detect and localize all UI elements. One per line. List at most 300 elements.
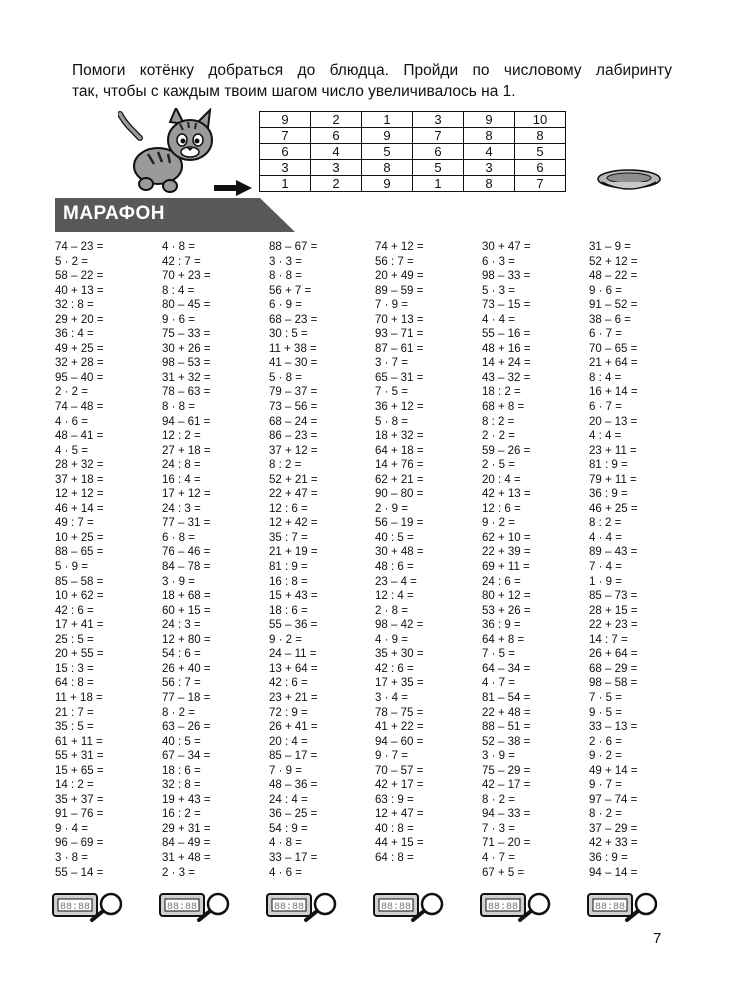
exercise-item: 21 : 7 = <box>55 706 94 719</box>
exercise-item: 54 : 6 = <box>162 648 201 661</box>
maze-cell: 9 <box>362 128 413 144</box>
section-title: МАРАФОН <box>63 203 166 224</box>
exercise-item: 37 + 18 = <box>55 473 104 486</box>
exercise-item: 75 – 29 = <box>482 764 531 777</box>
exercise-item: 21 + 64 = <box>589 357 638 370</box>
exercise-item: 91 – 52 = <box>589 299 638 312</box>
maze-cell: 7 <box>515 176 566 192</box>
exercise-column-1 <box>55 240 163 880</box>
exercise-item: 12 : 6 = <box>482 502 521 515</box>
exercise-item: 56 – 19 = <box>375 517 424 530</box>
exercise-item: 88 – 67 = <box>269 241 318 253</box>
exercise-item: 31 + 48 = <box>162 851 211 864</box>
exercise-item: 32 : 8 = <box>162 779 201 792</box>
exercise-item: 9 · 2 = <box>482 517 515 530</box>
exercise-item: 29 + 20 = <box>55 313 104 326</box>
maze-cell: 4 <box>464 144 515 160</box>
exercise-item: 77 – 18 = <box>162 691 211 704</box>
maze-row <box>260 112 566 128</box>
exercise-item: 73 – 15 = <box>482 299 531 312</box>
exercise-item: 3 · 4 = <box>375 691 408 704</box>
timer-display: 88:88 <box>380 902 412 913</box>
exercise-item: 10 + 25 = <box>55 531 104 544</box>
exercise-item: 35 : 5 = <box>55 721 94 734</box>
exercise-item: 24 : 6 = <box>482 575 521 588</box>
exercise-item: 11 + 38 = <box>269 342 317 355</box>
exercise-item: 8 · 2 = <box>162 706 195 719</box>
exercise-item: 52 + 21 = <box>269 473 318 486</box>
exercise-item: 55 + 31 = <box>55 750 104 763</box>
exercise-item: 54 : 9 = <box>269 822 308 835</box>
exercise-column-5 <box>482 240 590 880</box>
timer-magnifier-icon <box>159 890 231 922</box>
maze-cell: 8 <box>464 128 515 144</box>
exercise-item: 12 : 6 = <box>269 502 308 515</box>
exercise-item: 16 + 14 = <box>589 386 638 399</box>
exercise-item: 40 : 8 = <box>375 822 414 835</box>
exercise-item: 2 · 3 = <box>162 866 195 879</box>
maze-cell: 7 <box>413 128 464 144</box>
exercise-item: 98 – 53 = <box>162 357 211 370</box>
exercise-item: 53 + 26 = <box>482 604 531 617</box>
exercise-item: 23 + 11 = <box>589 444 637 457</box>
maze-cell: 8 <box>362 160 413 176</box>
timer-display: 88:88 <box>166 902 198 913</box>
exercise-item: 29 + 31 = <box>162 822 211 835</box>
exercise-item: 14 : 7 = <box>589 633 628 646</box>
saucer-illustration <box>596 168 662 194</box>
exercise-item: 17 + 41 = <box>55 619 104 632</box>
exercise-item: 5 · 8 = <box>269 371 302 384</box>
exercise-item: 87 – 61 = <box>375 342 424 355</box>
exercise-item: 30 + 48 = <box>375 546 424 559</box>
exercise-item: 70 + 23 = <box>162 270 211 283</box>
maze-cell: 1 <box>413 176 464 192</box>
exercise-item: 21 + 19 = <box>269 546 318 559</box>
exercise-item: 9 · 7 = <box>589 779 622 792</box>
exercise-item: 94 – 61 = <box>162 415 211 428</box>
exercise-item: 7 · 3 = <box>482 822 515 835</box>
exercise-item: 2 · 2 = <box>482 430 515 443</box>
exercise-item: 96 – 69 = <box>55 837 104 850</box>
exercise-item: 28 + 32 = <box>55 459 104 472</box>
exercise-item: 12 + 42 = <box>269 517 318 530</box>
exercise-item: 22 + 48 = <box>482 706 531 719</box>
exercise-item: 2 · 2 = <box>55 386 88 399</box>
exercise-item: 42 : 6 = <box>55 604 94 617</box>
exercise-item: 3 · 9 = <box>482 750 515 763</box>
exercise-item: 88 – 51 = <box>482 721 531 734</box>
exercise-item: 94 – 33 = <box>482 808 531 821</box>
timer-magnifier-icon <box>480 890 552 922</box>
exercise-item: 26 + 40 = <box>162 662 211 675</box>
exercise-column-6 <box>589 240 697 880</box>
timer-display: 88:88 <box>594 902 626 913</box>
exercise-item: 64 – 34 = <box>482 662 531 675</box>
exercise-item: 5 · 8 = <box>375 415 408 428</box>
exercise-item: 11 + 18 = <box>55 691 103 704</box>
exercise-item: 89 – 59 = <box>375 284 424 297</box>
exercise-item: 64 : 8 = <box>55 677 94 690</box>
maze-cell: 3 <box>311 160 362 176</box>
exercise-item: 8 : 4 = <box>589 371 622 384</box>
exercise-item: 22 + 23 = <box>589 619 638 632</box>
exercise-item: 94 – 60 = <box>375 735 424 748</box>
instruction-line-1: Помоги котёнку добраться до блюдца. Пройди по числовому лабиринту <box>72 62 672 79</box>
exercise-item: 27 + 18 = <box>162 444 211 457</box>
exercise-item: 42 – 17 = <box>482 779 531 792</box>
exercise-item: 46 + 14 = <box>55 502 104 515</box>
exercise-item: 62 + 10 = <box>482 531 531 544</box>
exercise-item: 20 + 55 = <box>55 648 104 661</box>
maze-cell: 7 <box>260 128 311 144</box>
exercise-item: 9 · 6 = <box>162 313 195 326</box>
exercise-item: 49 : 7 = <box>55 517 94 530</box>
exercise-item: 74 – 23 = <box>55 241 104 253</box>
exercise-item: 52 + 12 = <box>589 255 638 268</box>
exercise-item: 5 · 3 = <box>482 284 515 297</box>
exercise-item: 9 · 6 = <box>589 284 622 297</box>
exercise-item: 9 · 2 = <box>589 750 622 763</box>
exercise-item: 10 + 62 = <box>55 590 104 603</box>
exercise-item: 56 : 7 = <box>162 677 201 690</box>
exercise-item: 56 : 7 = <box>375 255 414 268</box>
exercise-item: 25 : 5 = <box>55 633 94 646</box>
exercise-item: 24 : 3 = <box>162 619 201 632</box>
maze-cell: 6 <box>311 128 362 144</box>
exercise-item: 86 – 23 = <box>269 430 318 443</box>
exercise-item: 46 + 25 = <box>589 502 638 515</box>
exercise-item: 8 : 2 = <box>482 415 515 428</box>
exercise-item: 23 + 21 = <box>269 691 318 704</box>
exercise-item: 94 – 14 = <box>589 866 638 879</box>
exercise-item: 89 – 43 = <box>589 546 638 559</box>
exercise-item: 80 – 45 = <box>162 299 211 312</box>
maze-row <box>260 160 566 176</box>
exercise-item: 32 + 28 = <box>55 357 104 370</box>
exercise-item: 8 · 2 = <box>482 793 515 806</box>
maze-cell: 9 <box>464 112 515 128</box>
exercise-item: 43 – 32 = <box>482 371 531 384</box>
exercise-item: 74 – 48 = <box>55 401 104 414</box>
exercise-item: 9 · 2 = <box>269 633 302 646</box>
exercise-item: 7 · 5 = <box>482 648 515 661</box>
exercise-item: 48 – 41 = <box>55 430 104 443</box>
exercise-item: 64 + 8 = <box>482 633 525 646</box>
exercise-item: 64 : 8 = <box>375 851 414 864</box>
maze-row <box>260 144 566 160</box>
exercise-column-2 <box>162 240 270 880</box>
exercise-item: 30 : 5 = <box>269 328 308 341</box>
exercise-item: 35 + 30 = <box>375 648 424 661</box>
timer-magnifier-icon <box>266 890 338 922</box>
exercise-item: 3 · 3 = <box>269 255 302 268</box>
exercise-item: 26 + 41 = <box>269 721 318 734</box>
exercise-item: 6 · 9 = <box>269 299 302 312</box>
timer-magnifier-icon <box>587 890 659 922</box>
exercise-item: 63 – 26 = <box>162 721 211 734</box>
exercise-item: 44 + 15 = <box>375 837 424 850</box>
exercise-item: 16 : 2 = <box>162 808 201 821</box>
maze-cell: 6 <box>260 144 311 160</box>
exercise-item: 4 · 7 = <box>482 677 515 690</box>
exercise-item: 2 · 5 = <box>482 459 515 472</box>
exercise-item: 67 – 34 = <box>162 750 211 763</box>
exercise-item: 37 + 12 = <box>269 444 318 457</box>
exercise-item: 81 : 9 = <box>589 459 628 472</box>
exercise-item: 15 + 43 = <box>269 590 318 603</box>
arrow-right-icon <box>214 180 252 196</box>
timer-display: 88:88 <box>487 902 519 913</box>
exercise-item: 78 – 63 = <box>162 386 211 399</box>
exercise-item: 6 · 8 = <box>162 531 195 544</box>
exercise-item: 97 – 74 = <box>589 793 638 806</box>
kitten-illustration <box>118 108 218 196</box>
exercise-item: 68 – 29 = <box>589 662 638 675</box>
exercise-item: 64 + 18 = <box>375 444 424 457</box>
exercise-item: 23 – 4 = <box>375 575 417 588</box>
exercise-item: 37 – 29 = <box>589 822 638 835</box>
exercise-item: 36 : 9 = <box>589 851 628 864</box>
maze-cell: 5 <box>515 144 566 160</box>
timer-magnifier-icon <box>373 890 445 922</box>
exercise-item: 16 : 4 = <box>162 473 201 486</box>
exercise-item: 81 : 9 = <box>269 561 308 574</box>
maze-cell: 8 <box>464 176 515 192</box>
exercise-item: 36 : 4 = <box>55 328 94 341</box>
exercise-item: 48 + 16 = <box>482 342 531 355</box>
maze-cell: 3 <box>413 112 464 128</box>
exercise-item: 36 – 25 = <box>269 808 318 821</box>
exercise-item: 80 + 12 = <box>482 590 531 603</box>
exercise-item: 4 · 4 = <box>482 313 515 326</box>
exercise-item: 5 · 2 = <box>55 255 88 268</box>
exercise-item: 18 + 68 = <box>162 590 211 603</box>
exercise-item: 59 – 26 = <box>482 444 531 457</box>
exercise-item: 8 : 4 = <box>162 284 195 297</box>
exercise-item: 12 : 2 = <box>162 430 201 443</box>
exercise-item: 40 : 5 = <box>162 735 201 748</box>
exercise-item: 71 – 20 = <box>482 837 531 850</box>
exercise-item: 55 – 36 = <box>269 619 318 632</box>
exercise-item: 84 – 49 = <box>162 837 211 850</box>
exercise-item: 2 · 8 = <box>375 604 408 617</box>
exercise-item: 78 – 75 = <box>375 706 424 719</box>
exercise-item: 3 · 9 = <box>162 575 195 588</box>
exercise-item: 4 · 4 = <box>589 531 622 544</box>
maze-cell: 1 <box>260 176 311 192</box>
exercise-item: 8 · 2 = <box>589 808 622 821</box>
exercise-item: 3 · 8 = <box>55 851 88 864</box>
exercise-item: 40 : 5 = <box>375 531 414 544</box>
exercise-item: 77 – 31 = <box>162 517 211 530</box>
exercise-item: 42 : 6 = <box>269 677 308 690</box>
maze-cell: 8 <box>515 128 566 144</box>
exercise-item: 81 – 54 = <box>482 691 531 704</box>
exercise-item: 76 – 46 = <box>162 546 211 559</box>
exercise-item: 20 : 4 = <box>269 735 308 748</box>
exercise-item: 36 + 12 = <box>375 401 424 414</box>
exercise-item: 6 · 7 = <box>589 328 622 341</box>
exercise-item: 70 + 13 = <box>375 313 424 326</box>
exercise-item: 38 – 6 = <box>589 313 631 326</box>
exercise-item: 32 : 8 = <box>55 299 94 312</box>
exercise-item: 26 + 64 = <box>589 648 638 661</box>
exercise-item: 1 · 9 = <box>589 575 622 588</box>
exercise-item: 49 + 25 = <box>55 342 104 355</box>
exercise-item: 70 – 65 = <box>589 342 638 355</box>
exercise-item: 65 – 31 = <box>375 371 424 384</box>
instruction-line-2: так, чтобы с каждым твоим шагом число увеличивалось на 1. <box>72 83 516 100</box>
exercise-item: 98 – 42 = <box>375 619 424 632</box>
exercise-item: 48 – 36 = <box>269 779 318 792</box>
exercise-item: 40 + 13 = <box>55 284 104 297</box>
exercise-item: 60 + 15 = <box>162 604 211 617</box>
exercise-item: 22 + 39 = <box>482 546 531 559</box>
exercise-item: 12 : 4 = <box>375 590 414 603</box>
exercise-item: 4 · 6 = <box>55 415 88 428</box>
maze-cell: 1 <box>362 112 413 128</box>
exercise-item: 20 – 13 = <box>589 415 638 428</box>
exercise-item: 9 · 7 = <box>375 750 408 763</box>
exercise-item: 70 – 57 = <box>375 764 424 777</box>
exercise-item: 7 · 5 = <box>589 691 622 704</box>
timer-display: 88:88 <box>59 902 91 913</box>
exercise-item: 18 : 2 = <box>482 386 521 399</box>
exercise-item: 7 · 5 = <box>375 386 408 399</box>
exercise-item: 35 : 7 = <box>269 531 308 544</box>
maze-cell: 2 <box>311 176 362 192</box>
exercise-item: 15 + 65 = <box>55 764 104 777</box>
page-number: 7 <box>653 930 662 947</box>
exercise-item: 9 · 4 = <box>55 822 88 835</box>
maze-cell: 9 <box>260 112 311 128</box>
exercise-item: 72 : 9 = <box>269 706 308 719</box>
exercise-item: 55 – 16 = <box>482 328 531 341</box>
exercise-item: 85 – 17 = <box>269 750 318 763</box>
exercise-item: 31 + 32 = <box>162 371 211 384</box>
exercise-item: 36 : 9 = <box>589 488 628 501</box>
exercise-item: 12 + 80 = <box>162 633 211 646</box>
exercise-item: 58 – 22 = <box>55 270 104 283</box>
exercise-item: 41 – 30 = <box>269 357 318 370</box>
maze-cell: 3 <box>260 160 311 176</box>
exercise-item: 17 + 35 = <box>375 677 424 690</box>
exercise-item: 69 + 11 = <box>482 561 530 574</box>
exercise-item: 73 – 56 = <box>269 401 318 414</box>
exercise-item: 20 : 4 = <box>482 473 521 486</box>
exercise-item: 31 – 9 = <box>589 241 631 253</box>
exercise-item: 4 · 8 = <box>269 837 302 850</box>
exercise-item: 35 + 37 = <box>55 793 104 806</box>
exercise-item: 18 : 6 = <box>269 604 308 617</box>
exercise-item: 18 + 32 = <box>375 430 424 443</box>
exercise-item: 8 · 8 = <box>162 401 195 414</box>
exercise-item: 24 : 4 = <box>269 793 308 806</box>
exercise-item: 52 – 38 = <box>482 735 531 748</box>
exercise-item: 49 + 14 = <box>589 764 638 777</box>
exercise-item: 20 + 49 = <box>375 270 424 283</box>
exercise-item: 79 – 37 = <box>269 386 318 399</box>
exercise-item: 56 + 7 = <box>269 284 312 297</box>
exercise-item: 12 + 47 = <box>375 808 424 821</box>
exercise-item: 74 + 12 = <box>375 241 424 253</box>
exercise-item: 30 + 47 = <box>482 241 531 253</box>
exercise-item: 48 – 22 = <box>589 270 638 283</box>
exercise-item: 24 – 11 = <box>269 648 317 661</box>
exercise-item: 95 – 40 = <box>55 371 104 384</box>
exercise-item: 48 : 6 = <box>375 561 414 574</box>
exercise-item: 36 : 9 = <box>482 619 521 632</box>
maze-row <box>260 176 566 192</box>
exercise-item: 14 + 24 = <box>482 357 531 370</box>
exercise-item: 5 · 9 = <box>55 561 88 574</box>
exercise-item: 62 + 21 = <box>375 473 424 486</box>
exercise-item: 8 : 2 = <box>589 517 622 530</box>
timer-magnifier-icon <box>52 890 124 922</box>
exercise-item: 4 · 5 = <box>55 444 88 457</box>
exercise-item: 42 : 6 = <box>375 662 414 675</box>
exercise-item: 33 – 17 = <box>269 851 318 864</box>
exercise-item: 6 · 3 = <box>482 255 515 268</box>
exercise-item: 42 + 33 = <box>589 837 638 850</box>
exercise-item: 98 – 58 = <box>589 677 638 690</box>
exercise-item: 24 : 3 = <box>162 502 201 515</box>
maze-row <box>260 128 566 144</box>
maze-cell: 3 <box>464 160 515 176</box>
exercise-item: 2 · 6 = <box>589 735 622 748</box>
exercise-item: 4 · 6 = <box>269 866 302 879</box>
exercise-item: 2 · 9 = <box>375 502 408 515</box>
exercise-item: 13 + 64 = <box>269 662 318 675</box>
exercise-item: 22 + 47 = <box>269 488 318 501</box>
exercise-item: 8 · 8 = <box>269 270 302 283</box>
exercise-item: 67 + 5 = <box>482 866 525 879</box>
maze-cell: 6 <box>413 144 464 160</box>
exercise-item: 8 : 2 = <box>269 459 302 472</box>
exercise-item: 75 – 33 = <box>162 328 211 341</box>
exercise-item: 68 + 8 = <box>482 401 525 414</box>
exercise-item: 98 – 33 = <box>482 270 531 283</box>
exercise-item: 79 + 11 = <box>589 473 637 486</box>
maze-cell: 2 <box>311 112 362 128</box>
exercise-item: 63 : 9 = <box>375 793 414 806</box>
exercise-item: 16 : 8 = <box>269 575 308 588</box>
exercise-item: 85 – 58 = <box>55 575 104 588</box>
exercise-item: 12 + 12 = <box>55 488 104 501</box>
maze-cell: 5 <box>362 144 413 160</box>
exercise-item: 84 – 78 = <box>162 561 211 574</box>
exercise-item: 6 · 7 = <box>589 401 622 414</box>
exercise-item: 61 + 11 = <box>55 735 103 748</box>
exercise-item: 42 + 13 = <box>482 488 531 501</box>
exercise-item: 18 : 6 = <box>162 764 201 777</box>
exercise-item: 41 + 22 = <box>375 721 424 734</box>
maze-cell: 5 <box>413 160 464 176</box>
exercise-item: 55 – 14 = <box>55 866 104 879</box>
maze-cell: 4 <box>311 144 362 160</box>
exercise-item: 33 – 13 = <box>589 721 638 734</box>
exercise-item: 24 : 8 = <box>162 459 201 472</box>
maze-cell: 9 <box>362 176 413 192</box>
task-instructions <box>72 60 672 102</box>
maze-cell: 6 <box>515 160 566 176</box>
exercise-item: 42 + 17 = <box>375 779 424 792</box>
exercise-item: 3 · 7 = <box>375 357 408 370</box>
exercise-item: 7 · 9 = <box>375 299 408 312</box>
exercise-item: 7 · 9 = <box>269 764 302 777</box>
exercise-item: 28 + 15 = <box>589 604 638 617</box>
